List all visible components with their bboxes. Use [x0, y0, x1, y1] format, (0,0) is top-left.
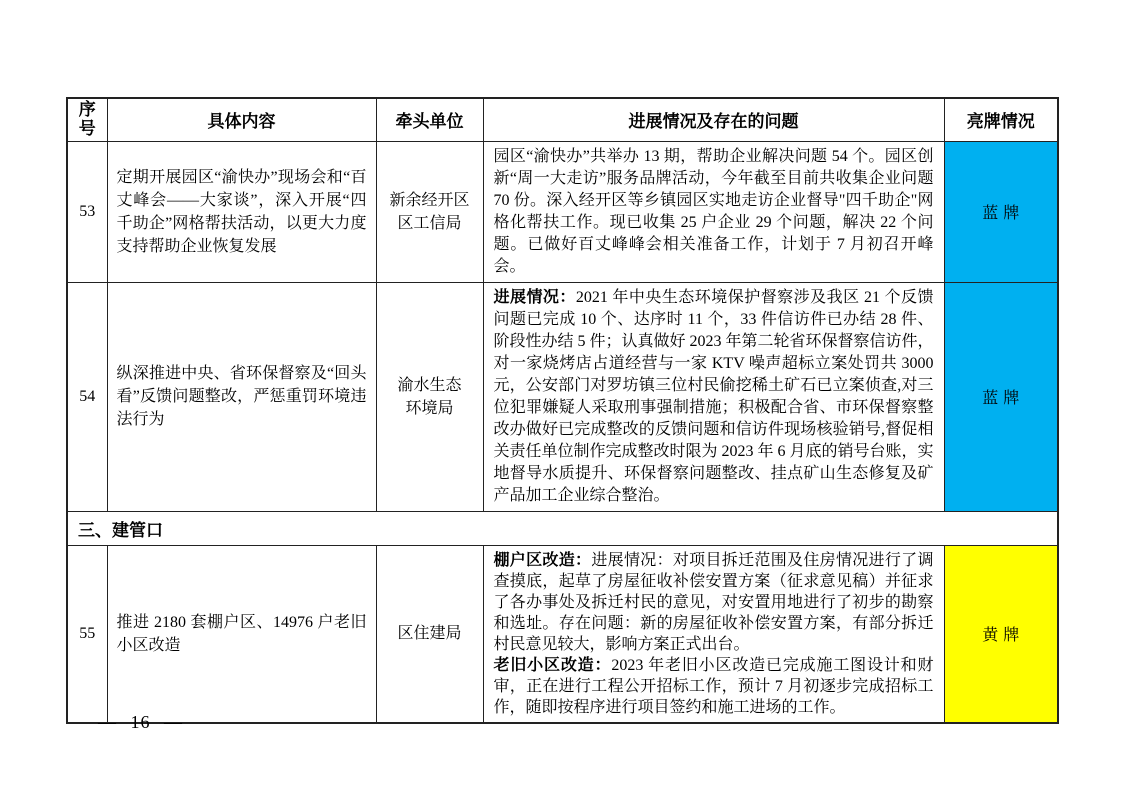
row-53-content: 定期开展园区“渝快办”现场会和“百丈峰会——大家谈”，深入开展“四千助企”网格帮扶活动，以更大力度支持帮助企业恢复发展	[107, 141, 376, 282]
table-row-55	[67, 545, 1058, 723]
section-header-label: 三、建管口	[67, 511, 1058, 545]
row-53-lead-unit-line1: 新余经开区	[389, 191, 470, 209]
row-54-progress	[483, 282, 944, 511]
row-55-card-cell	[944, 545, 1058, 723]
row-55-lead-unit-line1: 区住建局	[397, 625, 462, 643]
row-55-content: 推进 2180 套棚户区、14976 户老旧小区改造	[107, 545, 376, 723]
row-53-card-cell	[944, 141, 1058, 282]
header-seq-label: 序号	[78, 100, 96, 138]
row-55-p1-label: 棚户区改造：	[493, 551, 592, 569]
header-card: 亮牌情况	[944, 98, 1058, 141]
row-55-progress-paragraph-2	[494, 655, 934, 718]
row-54-progress-label: 进展情况：	[493, 288, 576, 306]
progress-table	[66, 97, 1059, 724]
row-54-content: 纵深推进中央、省环保督察及“回头看”反馈问题整改，严惩重罚环境违法行为	[107, 282, 376, 511]
row-54-card-label: 蓝牌	[982, 390, 1025, 408]
header-lead-unit: 牵头单位	[376, 98, 483, 141]
row-54-progress-text: 2021 年中央生态环境保护督察涉及我区 21 个反馈问题已完成 10 个、达序时 11 个，33 件信访件已办结 28 件、阶段性办结 5 件；认真做好 2023 年第二轮省环保督察信访件，对一家烧烤店占道经营与一家 KTV 噪声超标立案处罚共 3000 元，公安部门对罗坊镇三位村民偷挖稀土矿石已立案侦查,对三位犯罪嫌疑人采取刑事强制措施；积极配合省、市环保督察整改办做好已完成整改的反馈问题和信访件现场核验销号,督促相关责任单位制作完成整改时限为 2023 年 6 月底的销号台账，实地督导水质提升、环保督察问题整改、挂点矿山生态修复及矿产品加工企业综合整治。	[493, 288, 934, 504]
row-53-number: 53	[67, 141, 107, 282]
row-55-number: 55	[67, 545, 107, 723]
header-content: 具体内容	[107, 98, 376, 141]
row-55-p2-text: 2023 年老旧小区改造已完成施工图设计和财审，正在进行工程公开招标工作，预计 7 月初逐步完成招标工作，随即按程序进行项目签约和施工进场的工作。	[493, 656, 934, 716]
section-row	[67, 511, 1058, 545]
table-row-54	[67, 282, 1058, 511]
row-54-lead-unit	[376, 282, 483, 511]
row-53-lead-unit	[376, 141, 483, 282]
row-54-card-cell	[944, 282, 1058, 511]
row-54-lead-unit-line1: 渝水生态	[397, 376, 462, 394]
row-53-progress: 园区“渝快办”共举办 13 期，帮助企业解决问题 54 个。园区创新“周一大走访”服务品牌活动，今年截至目前共收集企业问题 70 份。深入经开区等乡镇园区实地走访企业督导"四千助企"网格化帮扶工作。现已收集 25 户企业 29 个问题，解决 22 个问题。已做好百丈峰峰会相关准备工作，计划于 7 月初召开峰会。	[483, 141, 944, 282]
row-55-progress	[483, 545, 944, 723]
table-row-53	[67, 141, 1058, 282]
row-55-progress-paragraph-1	[494, 550, 934, 655]
page-number: — 16 —	[98, 712, 183, 732]
header-progress: 进展情况及存在的问题	[483, 98, 944, 141]
table-container	[66, 97, 1059, 724]
row-55-lead-unit	[376, 545, 483, 723]
row-53-card-label: 蓝牌	[982, 205, 1025, 223]
row-55-p2-label: 老旧小区改造：	[493, 656, 612, 674]
header-seq	[67, 98, 107, 141]
row-53-lead-unit-line2: 区工信局	[397, 214, 462, 232]
row-54-lead-unit-line2: 环境局	[405, 399, 454, 417]
row-54-number: 54	[67, 282, 107, 511]
row-55-card-label: 黄牌	[982, 627, 1025, 645]
table-header-row	[67, 98, 1058, 141]
row-55-p1-text: 进展情况：对项目拆迁范围及住房情况进行了调查摸底，起草了房屋征收补偿安置方案（征求意见稿）并征求了各办事处及拆迁村民的意见，对安置用地进行了初步的勘察和选址。存在问题：新的房屋征收补偿安置方案，有部分拆迁村民意见较大，影响方案正式出台。	[493, 551, 934, 653]
